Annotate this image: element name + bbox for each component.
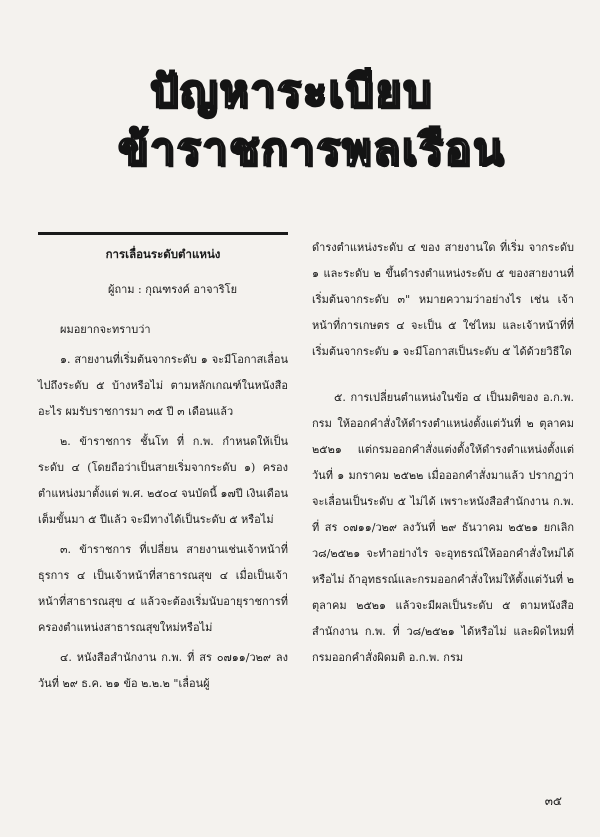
section-title: การเลื่อนระดับตำแหน่ง (105, 247, 221, 261)
left-column (38, 232, 288, 701)
page-number: ๓๕ (544, 794, 562, 808)
question-5: ๕. การเปลี่ยนตำแหน่งในข้อ ๔ เป็นมติของ อ.ก.พ. กรม ให้ออกคำสั่งให้ดำรงตำแหน่งตั้งแต่วันที่ ๒ ตุลาคม ๒๕๒๑ แต่กรมออกคำสั่งแต่งตั้งให้ดำรงตำแหน่งตั้งแต่วันที่ ๑ มกราคม ๒๕๒๒ เมื่อออกคำสั่งมาแล้ว ปรากฏว่าจะเลื่อนเป็นระดับ ๕ ไม่ได้ เพราะหนังสือสำนักงาน ก.พ. ที่ สร ๐๗๑๑/ว๒๙ ลงวันที่ ๒๙ ธันวาคม ๒๕๒๑ ยกเลิก ว๘/๒๕๒๑ จะทำอย่างไร จะอุทธรณ์ให้ออกคำสั่งใหม่ได้หรือไม่ ถ้าอุทธรณ์และกรมออกคำสั่งใหม่ให้ตั้งแต่วันที่ ๒ ตุลาคม ๒๕๒๑ แล้วจะมีผลเป็นระดับ ๕ ตามหนังสือสำนักงาน ก.พ. ที่ ว๘/๒๕๒๑ ได้หรือไม่ และผิดไหมที่กรมออกคำสั่งผิดมติ อ.ก.พ. กรม (312, 391, 574, 664)
question-1: ๑. สายงานที่เริ่มต้นจากระดับ ๑ จะมีโอกาสเลื่อนไปถึงระดับ ๕ บ้างหรือไม่ ตามหลักเกณฑ์ในหนังสืออะไร ผมรับราชการมา ๓๕ ปี ๓ เดือนแล้ว (38, 353, 288, 418)
section-rule (38, 232, 288, 235)
question-4-continued: ดำรงตำแหน่งระดับ ๔ ของ สายงานใด ที่เริ่ม จากระดับ ๑ และระดับ ๒ ขึ้นดำรงตำแหน่งระดับ ๕ ของสายงานที่เริ่มต้นจากระดับ ๓" หมายความว่าอย่างไร เช่น เจ้าหน้าที่การเกษตร ๔ จะเป็น ๕ ใช่ไหม และเจ้าหน้าที่ที่เริ่มต้นจากระดับ ๑ จะมีโอกาสเป็นระดับ ๕ ได้ด้วยวิธีใด (312, 241, 574, 358)
question-3: ๓. ข้าราชการ ที่เปลี่ยน สายงานเช่นเจ้าหน้าที่ธุรการ ๔ เป็นเจ้าหน้าที่สาธารณสุข ๔ เมื่อเป็นเจ้าหน้าที่สาธารณสุข ๔ แล้วจะต้องเริ่มนับอายุราชการที่ครองตำแหน่งสาธารณสุขใหม่หรือไม่ (38, 543, 288, 634)
question-4-start: ๔. หนังสือสำนักงาน ก.พ. ที่ สร ๐๗๑๑/ว๒๙ ลงวันที่ ๒๙ ธ.ค. ๒๑ ข้อ ๒.๒.๒ "เลื่อนผู้ (38, 651, 288, 690)
right-column (312, 235, 574, 675)
intro-text: ผมอยากจะทราบว่า (60, 323, 151, 336)
page-title-line-1: ปัญหาระเบียบ (150, 66, 434, 117)
page-title-line-2: ข้าราชการพลเรือน (118, 124, 506, 175)
question-2: ๒. ข้าราชการ ชั้นโท ที่ ก.พ. กำหนดให้เป็นระดับ ๔ (โดยถือว่าเป็นสายเริ่มจากระดับ ๑) ครองตำแหน่งมาตั้งแต่ พ.ศ. ๒๕๐๔ จนบัดนี้ ๑๗ปี เงินเดือนเต็มขั้นมา ๕ ปีแล้ว จะมีทางได้เป็นระดับ ๕ หรือไม่ (38, 435, 288, 526)
author-line: ผู้ถาม : กุณฑรงค์ อาจาริโย (108, 283, 238, 296)
